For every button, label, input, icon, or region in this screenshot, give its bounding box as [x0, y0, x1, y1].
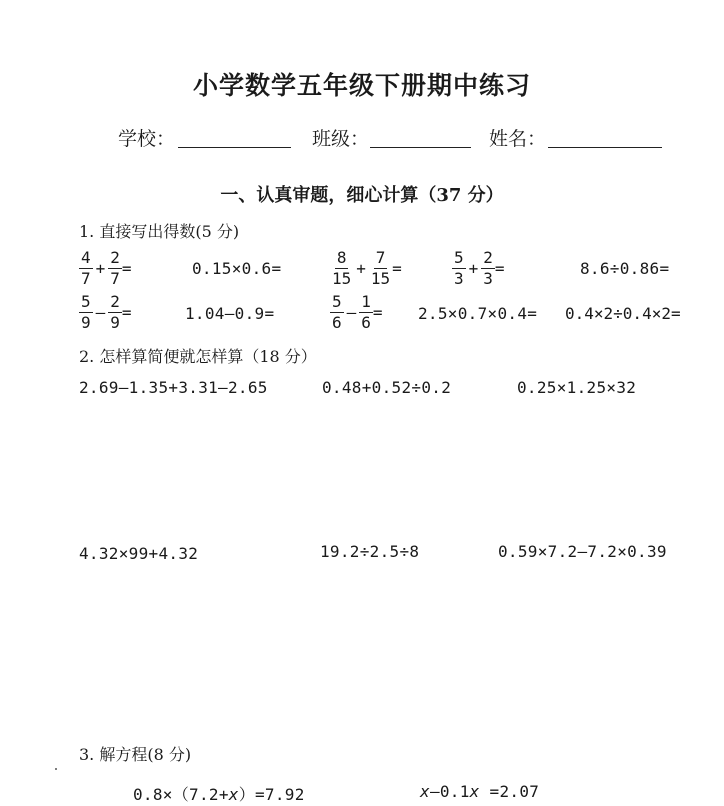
numerator: 5: [81, 292, 91, 311]
denominator: 9: [110, 313, 120, 332]
numerator: 8: [336, 248, 347, 267]
equation: [420, 782, 539, 801]
arithmetic-expression: 1.04—0.9=: [185, 304, 275, 323]
denominator: 6: [361, 313, 371, 332]
operator: +: [95, 259, 106, 278]
equation-part: =2.07: [479, 782, 540, 801]
numerator: 7: [375, 248, 386, 267]
operator: —: [346, 303, 357, 322]
numerator: 2: [110, 248, 120, 267]
operator: +: [356, 259, 366, 278]
equals-sign: =: [121, 259, 132, 278]
arithmetic-expression: 2.5×0.7×0.4=: [418, 304, 538, 323]
equals-sign: =: [494, 259, 505, 278]
numerator: 4: [81, 248, 91, 267]
numerator: 2: [110, 292, 120, 311]
denominator: 9: [81, 313, 91, 332]
arithmetic-expression: 0.15×0.6=: [192, 259, 282, 278]
denominator: 3: [483, 269, 493, 288]
denominator: 7: [81, 269, 91, 288]
denominator: 6: [332, 313, 342, 332]
denominator: 7: [110, 269, 120, 288]
denominator: 15: [332, 269, 352, 288]
name-blank[interactable]: [548, 147, 662, 148]
denominator: 15: [370, 269, 391, 288]
numerator: 5: [454, 248, 464, 267]
fraction-expression: [330, 250, 402, 287]
variable-x: x: [228, 785, 239, 804]
equation: [133, 782, 305, 805]
numerator: 5: [332, 292, 342, 311]
equals-sign: =: [392, 259, 402, 278]
calc-expression: 4.32×99+4.32: [79, 544, 199, 563]
equation-part: 0.8×（7.2+: [133, 785, 229, 804]
calc-expression: 0.48+0.52÷0.2: [322, 378, 452, 397]
equals-sign: =: [372, 303, 383, 322]
calc-expression: 0.59×7.2—7.2×0.39: [498, 542, 667, 561]
calc-expression: 2.69—1.35+3.31—2.65: [79, 378, 268, 397]
school-blank[interactable]: [178, 147, 291, 148]
class-blank[interactable]: [370, 147, 471, 148]
variable-x: x: [469, 782, 480, 801]
arithmetic-expression: 8.6÷0.86=: [580, 259, 670, 278]
operator: —: [95, 303, 106, 322]
calc-expression: 19.2÷2.5÷8: [320, 542, 420, 561]
arithmetic-expression: 0.4×2÷0.4×2=: [565, 304, 681, 323]
equation-part: ）=7.92: [238, 785, 305, 804]
numerator: 2: [483, 248, 493, 267]
scan-dot: [55, 768, 57, 770]
q2-heading: 2. 怎样算简便就怎样算（18 分）: [79, 347, 317, 366]
fraction-expression: [79, 294, 132, 331]
equals-sign: =: [121, 303, 132, 322]
q3-heading: 3. 解方程(8 分): [79, 745, 192, 764]
operator: +: [468, 259, 479, 278]
page-title: 小学数学五年级下册期中练习: [192, 71, 531, 100]
fraction-expression: [452, 250, 505, 287]
section-heading: 一、认真审题，细心计算（37 分）: [220, 185, 504, 206]
fraction-expression: [330, 294, 383, 331]
numerator: 1: [361, 292, 371, 311]
variable-x: x: [420, 782, 430, 801]
fraction-expression: [79, 250, 132, 287]
name-label: 姓名：: [489, 128, 547, 150]
denominator: 3: [454, 269, 464, 288]
calc-expression: 0.25×1.25×32: [517, 378, 637, 397]
school-label: 学校：: [118, 128, 176, 150]
class-label: 班级：: [312, 128, 370, 150]
q1-heading: 1. 直接写出得数(5 分): [79, 222, 240, 241]
equation-part: —0.1: [429, 782, 470, 801]
